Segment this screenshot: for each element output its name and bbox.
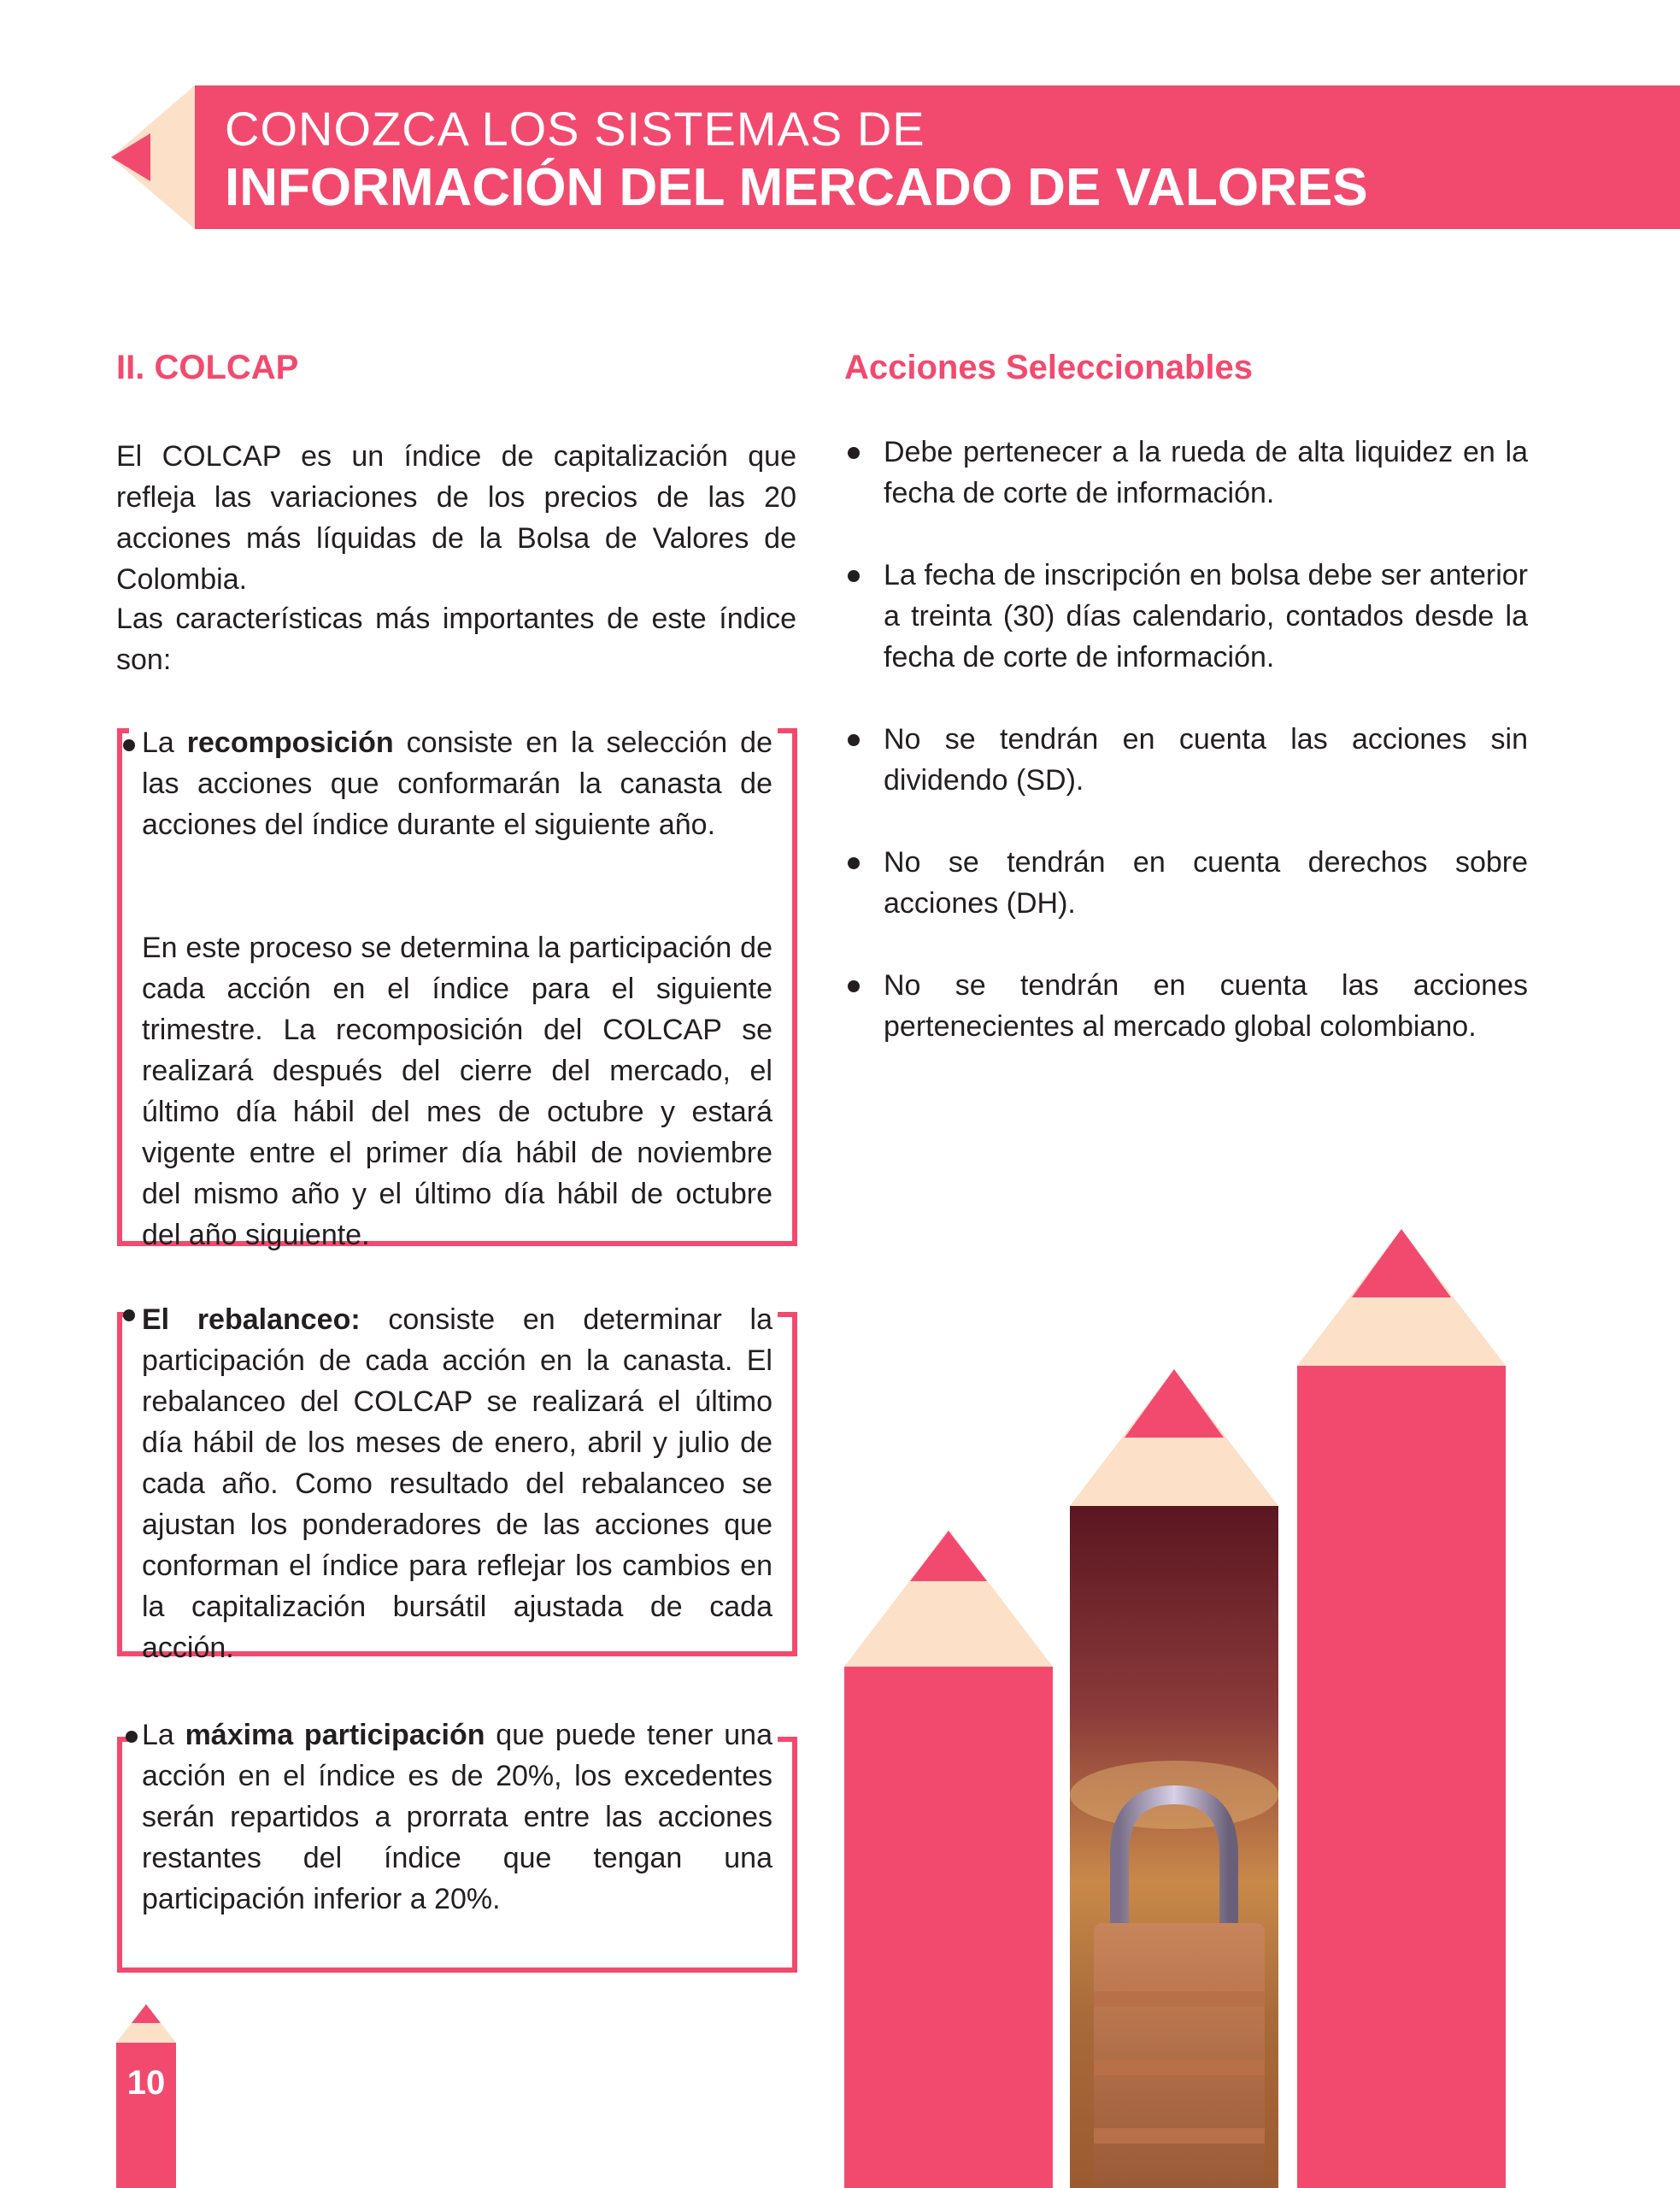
recomposicion-term: recomposición <box>186 726 394 759</box>
maxima-participacion-text: La máxima participación que puede tener una acción en el índice es de 20%, los excedentes serán repartidos a prorrata entre las acciones restantes del índice que tengan una participación inferior a 20%. <box>142 1719 772 1915</box>
colcap-intro: El COLCAP es un índice de capitalización que refleja las variaciones de los precios de las 20 acciones más líquidas de la Bolsa de Valores de Colombia. <box>116 440 796 596</box>
page-number: 10 <box>126 2064 166 2102</box>
list-item: Debe pertenecer a la rueda de alta liquidez en la fecha de corte de información. <box>844 432 1528 514</box>
recomposicion-text: La recomposición consiste en la selección de las acciones que conformarán la canasta de acciones del índice durante el siguiente año. <box>142 726 772 841</box>
bullet <box>123 739 135 751</box>
rebalanceo-text: El rebalanceo: consiste en determinar la participación de cada acción en la canasta. El rebalanceo del COLCAP se realizará el último día hábil de los meses de enero, abril y julio de cada año. Como resultado del rebalanceo se ajustan los ponderadores de las acciones que conforman el índice para reflejar los cambios en la capitalización bursátil ajustada de cada acción. <box>142 1303 773 1664</box>
maxima-participacion-term: máxima participación <box>185 1719 485 1751</box>
banner-pencil-tip <box>111 85 197 229</box>
header-title-line1: CONOZCA LOS SISTEMAS DE <box>225 102 925 156</box>
section-heading-acciones: Acciones Seleccionables <box>844 349 1254 386</box>
rebalanceo-term: El rebalanceo: <box>142 1303 361 1336</box>
pencil-left <box>844 1667 1053 2188</box>
list-item: No se tendrán en cuenta las acciones pertenecientes al mercado global colombiano. <box>844 965 1528 1047</box>
pencil-right <box>1297 1366 1506 2188</box>
list-item: No se tendrán en cuenta las acciones sin dividendo (SD). <box>844 719 1528 801</box>
recomposicion-detail: En este proceso se determina la participación de cada acción en el índice para el siguiente trimestre. La recomposición del COLCAP se realizará después del cierre del mercado, el último día hábil del mes de octubre y estará vigente entre el primer día hábil de noviembre del mismo año y el último día hábil de octubre del año siguiente. <box>142 932 772 1251</box>
features-intro: Las características más importantes de este índice son: <box>116 603 796 676</box>
list-item: La fecha de inscripción en bolsa debe ser anterior a treinta (30) días calendario, contados desde la fecha de corte de información. <box>844 555 1528 678</box>
pencils-illustration <box>837 1222 1521 2188</box>
bullet <box>123 1309 135 1321</box>
bullet <box>126 1731 138 1743</box>
section-heading-colcap: II. COLCAP <box>116 349 299 386</box>
header-title-line2: INFORMACIÓN DEL MERCADO DE VALORES <box>225 158 1368 217</box>
acciones-list <box>844 432 1528 1088</box>
list-item: No se tendrán en cuenta derechos sobre acciones (DH). <box>844 842 1528 924</box>
